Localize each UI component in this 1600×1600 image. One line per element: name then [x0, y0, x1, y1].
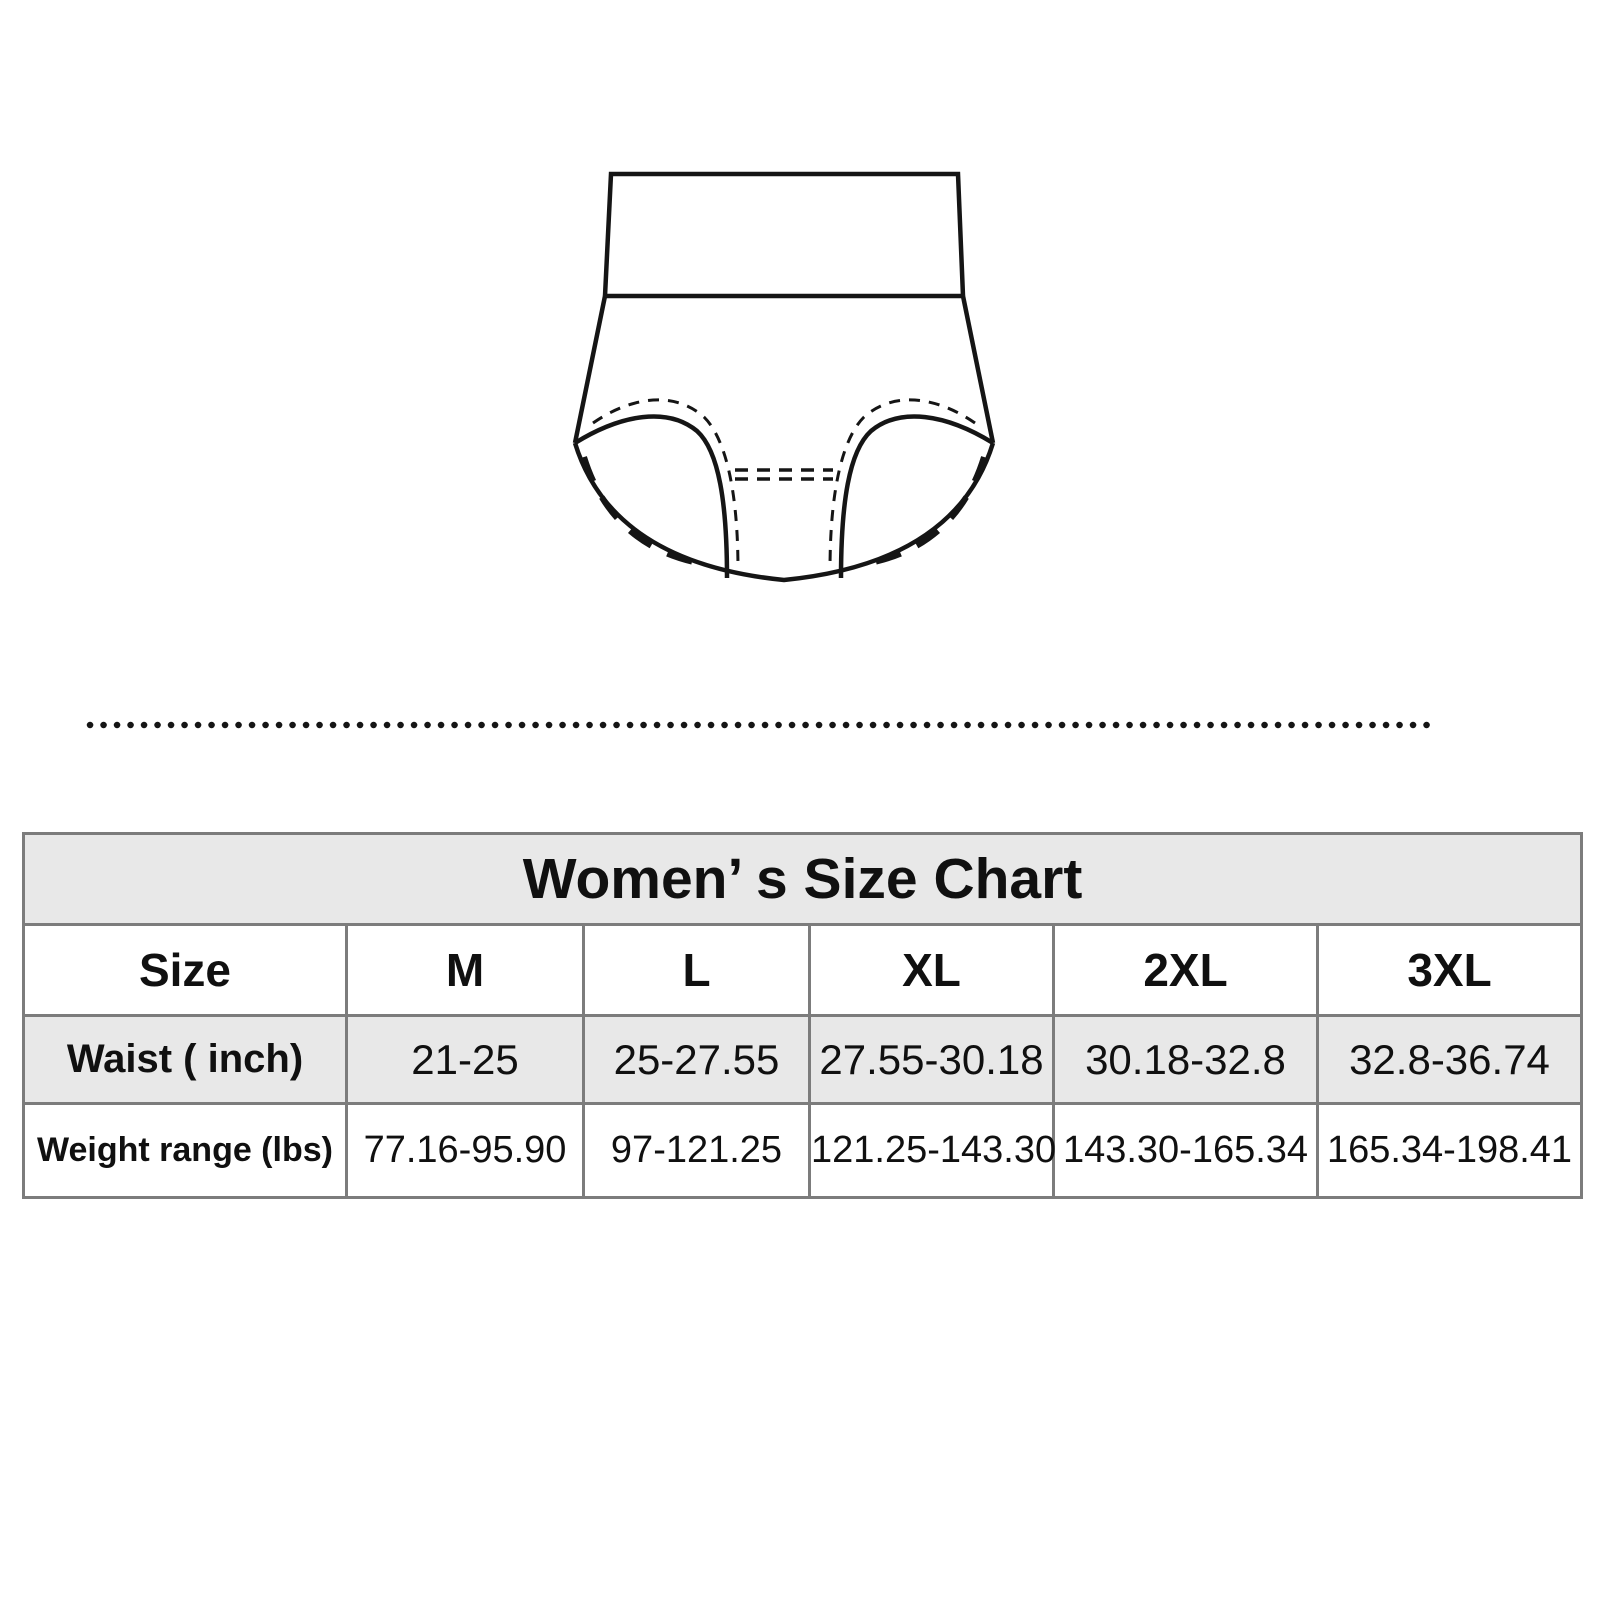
weight-row	[24, 1104, 1582, 1198]
weight-value-2xl: 143.30-165.34	[1054, 1104, 1318, 1198]
col-header-size: Size	[24, 925, 347, 1016]
table-title: Women’ s Size Chart	[24, 834, 1582, 925]
weight-value-xl: 121.25-143.30	[810, 1104, 1054, 1198]
body-right-side	[963, 296, 993, 443]
waist-row	[24, 1016, 1582, 1104]
col-header-2xl: 2XL	[1054, 925, 1318, 1016]
waist-value-l: 25-27.55	[584, 1016, 810, 1104]
weight-value-m: 77.16-95.90	[347, 1104, 584, 1198]
waist-value-m: 21-25	[347, 1016, 584, 1104]
waistband-outline	[605, 174, 963, 296]
col-header-l: L	[584, 925, 810, 1016]
waist-value-2xl: 30.18-32.8	[1054, 1016, 1318, 1104]
bottom-hem-outline	[575, 443, 993, 580]
weight-value-3xl: 165.34-198.41	[1318, 1104, 1582, 1198]
left-hem-bold-dashes	[584, 457, 694, 562]
body-left-side	[575, 296, 605, 443]
waist-value-3xl: 32.8-36.74	[1318, 1016, 1582, 1104]
waist-value-xl: 27.55-30.18	[810, 1016, 1054, 1104]
weight-value-l: 97-121.25	[584, 1104, 810, 1198]
brief-illustration	[0, 0, 1600, 790]
right-leg-opening	[841, 416, 993, 578]
size-chart-table	[22, 832, 1583, 1199]
table-title-row	[24, 834, 1582, 925]
right-hem-bold-dashes	[874, 457, 984, 562]
row-label-waist: Waist ( inch)	[24, 1016, 347, 1104]
size-header-row	[24, 925, 1582, 1016]
crotch-seam-dashes	[735, 470, 833, 479]
left-leg-opening	[575, 416, 727, 578]
col-header-3xl: 3XL	[1318, 925, 1582, 1016]
row-label-weight: Weight range (lbs)	[24, 1104, 347, 1198]
col-header-m: M	[347, 925, 584, 1016]
col-header-xl: XL	[810, 925, 1054, 1016]
